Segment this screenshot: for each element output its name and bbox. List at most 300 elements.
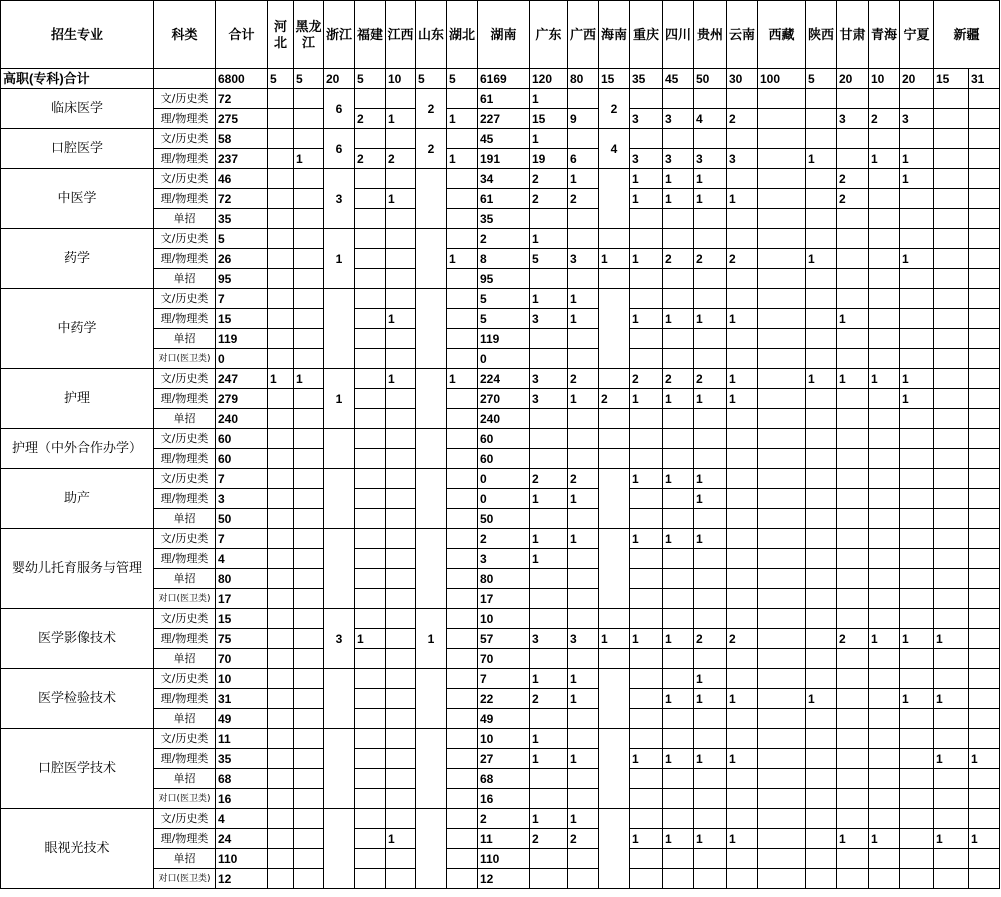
quota-cell	[568, 649, 599, 669]
quota-cell	[568, 349, 599, 369]
quota-cell: 1	[630, 169, 663, 189]
header-province: 西藏	[758, 1, 806, 69]
quota-cell	[969, 369, 1000, 389]
quota-cell	[758, 709, 806, 729]
category-cell: 理/物理类	[154, 249, 216, 269]
quota-cell	[758, 269, 806, 289]
quota-cell	[969, 209, 1000, 229]
quota-cell	[694, 429, 727, 449]
quota-cell	[900, 229, 934, 249]
quota-cell: 1	[663, 469, 694, 489]
quota-cell	[969, 269, 1000, 289]
major-name: 医学检验技术	[1, 669, 154, 729]
quota-cell	[758, 469, 806, 489]
quota-cell	[969, 329, 1000, 349]
quota-cell	[758, 869, 806, 889]
category-cell: 单招	[154, 849, 216, 869]
quota-cell: 1	[900, 629, 934, 649]
quota-cell	[806, 469, 837, 489]
quota-cell	[869, 469, 900, 489]
quota-cell	[934, 809, 969, 829]
merged-quota-cell	[416, 429, 447, 469]
row-total-cell: 15	[216, 609, 268, 629]
quota-cell	[806, 169, 837, 189]
quota-cell	[934, 149, 969, 169]
quota-cell: 12	[478, 869, 530, 889]
quota-cell: 1	[355, 629, 386, 649]
quota-cell	[530, 429, 568, 449]
quota-cell	[758, 129, 806, 149]
quota-cell: 2	[530, 469, 568, 489]
merged-quota-cell	[416, 229, 447, 289]
quota-cell	[727, 789, 758, 809]
quota-cell	[900, 869, 934, 889]
row-total-cell: 72	[216, 89, 268, 109]
quota-cell	[806, 309, 837, 329]
quota-cell	[869, 809, 900, 829]
category-cell: 理/物理类	[154, 489, 216, 509]
quota-cell: 22	[478, 689, 530, 709]
quota-cell	[900, 309, 934, 329]
grand-total-cell: 45	[663, 69, 694, 89]
quota-cell	[294, 609, 324, 629]
quota-cell	[447, 729, 478, 749]
quota-cell	[900, 129, 934, 149]
quota-cell	[694, 549, 727, 569]
row-total-cell: 68	[216, 769, 268, 789]
quota-cell	[934, 869, 969, 889]
quota-cell: 1	[386, 309, 416, 329]
quota-cell	[900, 729, 934, 749]
quota-cell	[447, 649, 478, 669]
quota-cell	[268, 109, 294, 129]
quota-cell	[294, 109, 324, 129]
quota-cell	[837, 729, 869, 749]
quota-cell	[900, 549, 934, 569]
quota-cell	[900, 529, 934, 549]
quota-cell	[934, 349, 969, 369]
quota-cell: 2	[530, 189, 568, 209]
quota-cell	[934, 669, 969, 689]
quota-cell: 1	[869, 369, 900, 389]
quota-cell: 3	[568, 249, 599, 269]
quota-cell	[934, 329, 969, 349]
quota-cell	[530, 849, 568, 869]
quota-cell: 1	[694, 689, 727, 709]
quota-cell	[806, 749, 837, 769]
quota-cell: 2	[478, 529, 530, 549]
quota-cell: 2	[727, 109, 758, 129]
row-total-cell: 60	[216, 429, 268, 449]
quota-cell	[268, 469, 294, 489]
quota-cell	[294, 669, 324, 689]
quota-cell	[355, 289, 386, 309]
quota-cell	[663, 289, 694, 309]
quota-cell	[447, 749, 478, 769]
quota-cell	[727, 229, 758, 249]
quota-cell	[869, 429, 900, 449]
quota-cell	[530, 269, 568, 289]
quota-cell	[386, 629, 416, 649]
quota-cell	[663, 729, 694, 749]
quota-cell: 80	[478, 569, 530, 589]
quota-cell	[630, 409, 663, 429]
quota-cell: 4	[694, 109, 727, 129]
quota-cell: 10	[478, 729, 530, 749]
quota-cell	[268, 809, 294, 829]
row-total-cell: 24	[216, 829, 268, 849]
quota-cell: 2	[837, 169, 869, 189]
category-cell: 文/历史类	[154, 229, 216, 249]
category-cell: 对口(医卫类)	[154, 789, 216, 809]
quota-cell	[268, 629, 294, 649]
category-cell: 单招	[154, 409, 216, 429]
quota-cell	[663, 229, 694, 249]
quota-cell	[869, 449, 900, 469]
quota-cell	[727, 609, 758, 629]
quota-cell	[568, 429, 599, 449]
quota-cell	[355, 309, 386, 329]
merged-quota-cell: 1	[416, 609, 447, 669]
quota-cell	[969, 569, 1000, 589]
quota-cell	[386, 549, 416, 569]
quota-cell	[869, 269, 900, 289]
quota-cell	[758, 829, 806, 849]
quota-cell	[568, 229, 599, 249]
category-cell: 理/物理类	[154, 629, 216, 649]
quota-cell: 1	[386, 829, 416, 849]
quota-cell	[837, 669, 869, 689]
quota-cell	[758, 249, 806, 269]
category-cell: 理/物理类	[154, 829, 216, 849]
quota-cell	[630, 709, 663, 729]
quota-cell	[727, 269, 758, 289]
quota-cell: 1	[568, 289, 599, 309]
quota-cell	[694, 769, 727, 789]
quota-cell	[447, 809, 478, 829]
quota-cell	[630, 569, 663, 589]
quota-cell	[900, 589, 934, 609]
quota-cell	[869, 569, 900, 589]
quota-cell	[806, 289, 837, 309]
quota-cell	[727, 849, 758, 869]
category-cell: 文/历史类	[154, 89, 216, 109]
quota-cell	[837, 589, 869, 609]
merged-quota-cell	[324, 289, 355, 369]
quota-cell: 68	[478, 769, 530, 789]
quota-cell	[630, 549, 663, 569]
quota-cell	[386, 169, 416, 189]
major-name: 医学影像技术	[1, 609, 154, 669]
quota-cell	[837, 509, 869, 529]
quota-cell: 1	[837, 309, 869, 329]
header-province: 广西	[568, 1, 599, 69]
quota-cell	[386, 329, 416, 349]
grand-total-cell: 20	[900, 69, 934, 89]
quota-cell: 1	[530, 529, 568, 549]
row-total-cell: 58	[216, 129, 268, 149]
quota-cell	[447, 229, 478, 249]
quota-cell	[447, 769, 478, 789]
quota-cell: 1	[568, 529, 599, 549]
quota-cell: 3	[630, 149, 663, 169]
quota-cell	[294, 249, 324, 269]
quota-cell	[869, 789, 900, 809]
quota-cell	[630, 589, 663, 609]
row-total-cell: 240	[216, 409, 268, 429]
quota-cell	[806, 409, 837, 429]
quota-cell	[694, 269, 727, 289]
merged-quota-cell	[599, 469, 630, 529]
quota-cell: 1	[663, 389, 694, 409]
quota-cell: 1	[530, 549, 568, 569]
grand-total-cell: 15	[599, 69, 630, 89]
quota-cell	[568, 89, 599, 109]
quota-cell	[969, 469, 1000, 489]
quota-cell	[386, 289, 416, 309]
quota-cell	[294, 569, 324, 589]
quota-cell	[355, 809, 386, 829]
quota-cell	[837, 129, 869, 149]
category-cell: 理/物理类	[154, 109, 216, 129]
quota-cell	[694, 869, 727, 889]
header-province: 河北	[268, 1, 294, 69]
merged-quota-cell: 4	[599, 129, 630, 169]
quota-cell: 2	[837, 189, 869, 209]
row-total-cell: 3	[216, 489, 268, 509]
quota-cell	[837, 229, 869, 249]
quota-cell	[630, 729, 663, 749]
quota-cell	[630, 689, 663, 709]
table-row	[1, 129, 1000, 149]
quota-cell	[837, 249, 869, 269]
quota-cell: 1	[727, 689, 758, 709]
quota-cell	[355, 869, 386, 889]
quota-cell	[447, 529, 478, 549]
quota-cell	[355, 669, 386, 689]
quota-cell	[294, 849, 324, 869]
quota-cell: 1	[727, 749, 758, 769]
quota-cell	[663, 509, 694, 529]
quota-cell: 3	[630, 109, 663, 129]
merged-quota-cell	[416, 169, 447, 229]
quota-cell	[386, 589, 416, 609]
category-cell: 文/历史类	[154, 429, 216, 449]
quota-cell: 240	[478, 409, 530, 429]
merged-quota-cell: 2	[599, 89, 630, 129]
quota-cell: 1	[900, 169, 934, 189]
grand-total-cell: 5	[447, 69, 478, 89]
quota-cell	[663, 549, 694, 569]
quota-cell: 1	[869, 829, 900, 849]
quota-cell	[268, 449, 294, 469]
quota-cell	[806, 449, 837, 469]
quota-cell	[568, 609, 599, 629]
quota-cell: 1	[599, 249, 630, 269]
quota-cell	[758, 569, 806, 589]
category-cell: 理/物理类	[154, 549, 216, 569]
quota-cell: 1	[630, 389, 663, 409]
quota-cell	[806, 709, 837, 729]
quota-cell	[969, 689, 1000, 709]
quota-cell	[869, 209, 900, 229]
quota-cell	[900, 649, 934, 669]
table-row	[1, 89, 1000, 109]
major-name: 口腔医学技术	[1, 729, 154, 809]
merged-quota-cell: 3	[324, 609, 355, 669]
quota-cell	[694, 849, 727, 869]
quota-cell	[447, 269, 478, 289]
quota-cell	[727, 869, 758, 889]
quota-cell	[934, 549, 969, 569]
quota-cell: 1	[727, 389, 758, 409]
quota-cell	[630, 429, 663, 449]
merged-quota-cell	[324, 429, 355, 469]
quota-cell	[900, 349, 934, 369]
quota-cell	[900, 489, 934, 509]
quota-cell	[568, 209, 599, 229]
quota-cell: 110	[478, 849, 530, 869]
quota-cell: 45	[478, 129, 530, 149]
row-total-cell: 31	[216, 689, 268, 709]
quota-cell	[934, 469, 969, 489]
quota-cell	[837, 289, 869, 309]
quota-cell	[758, 749, 806, 769]
quota-cell	[268, 849, 294, 869]
quota-cell	[806, 389, 837, 409]
quota-cell	[694, 609, 727, 629]
header-province: 江西	[386, 1, 416, 69]
quota-cell: 1	[727, 189, 758, 209]
quota-cell	[758, 649, 806, 669]
quota-cell	[934, 249, 969, 269]
row-total-cell: 7	[216, 289, 268, 309]
quota-cell	[386, 789, 416, 809]
header-major: 招生专业	[1, 1, 154, 69]
quota-cell	[630, 229, 663, 249]
quota-cell: 1	[568, 669, 599, 689]
quota-cell: 2	[663, 369, 694, 389]
quota-cell	[630, 89, 663, 109]
quota-cell	[806, 549, 837, 569]
grand-total-cell: 50	[694, 69, 727, 89]
quota-cell	[355, 849, 386, 869]
grand-total-cell: 30	[727, 69, 758, 89]
quota-cell	[900, 509, 934, 529]
quota-cell	[630, 809, 663, 829]
quota-cell	[268, 429, 294, 449]
quota-cell: 49	[478, 709, 530, 729]
quota-cell: 2	[694, 369, 727, 389]
quota-cell	[900, 409, 934, 429]
quota-cell	[630, 349, 663, 369]
quota-cell	[268, 569, 294, 589]
quota-cell	[355, 569, 386, 589]
quota-cell: 1	[663, 829, 694, 849]
quota-cell	[934, 529, 969, 549]
merged-quota-cell: 1	[324, 369, 355, 429]
quota-cell	[663, 869, 694, 889]
quota-cell	[969, 489, 1000, 509]
category-cell: 对口(医卫类)	[154, 349, 216, 369]
quota-cell	[806, 669, 837, 689]
quota-cell	[355, 329, 386, 349]
quota-cell	[663, 269, 694, 289]
quota-cell	[355, 709, 386, 729]
table-row	[1, 669, 1000, 689]
quota-cell	[727, 729, 758, 749]
row-total-cell: 60	[216, 449, 268, 469]
merged-quota-cell	[599, 669, 630, 729]
quota-cell	[934, 309, 969, 329]
quota-cell	[355, 649, 386, 669]
quota-cell: 1	[806, 249, 837, 269]
category-cell: 文/历史类	[154, 609, 216, 629]
quota-cell: 2	[630, 369, 663, 389]
quota-cell	[758, 589, 806, 609]
quota-cell	[663, 589, 694, 609]
quota-cell: 60	[478, 429, 530, 449]
table-row	[1, 169, 1000, 189]
quota-cell	[268, 189, 294, 209]
quota-cell: 1	[568, 489, 599, 509]
row-total-cell: 16	[216, 789, 268, 809]
quota-cell	[694, 729, 727, 749]
quota-cell	[969, 229, 1000, 249]
quota-cell	[969, 669, 1000, 689]
header-province: 福建	[355, 1, 386, 69]
quota-cell: 1	[386, 369, 416, 389]
quota-cell	[294, 789, 324, 809]
category-cell: 理/物理类	[154, 149, 216, 169]
quota-cell: 2	[568, 829, 599, 849]
row-total-cell: 5	[216, 229, 268, 249]
quota-cell	[758, 429, 806, 449]
quota-cell: 7	[478, 669, 530, 689]
quota-cell	[355, 409, 386, 429]
quota-cell	[969, 169, 1000, 189]
merged-quota-cell: 6	[324, 129, 355, 169]
quota-cell	[758, 529, 806, 549]
quota-cell	[663, 89, 694, 109]
grand-total-cell: 5	[416, 69, 447, 89]
quota-cell	[869, 669, 900, 689]
merged-quota-cell	[416, 289, 447, 369]
quota-cell	[355, 469, 386, 489]
quota-cell	[268, 229, 294, 249]
quota-cell	[969, 589, 1000, 609]
quota-cell	[806, 789, 837, 809]
category-cell: 单招	[154, 769, 216, 789]
quota-cell	[806, 109, 837, 129]
quota-cell	[568, 709, 599, 729]
quota-cell	[386, 689, 416, 709]
quota-cell	[294, 229, 324, 249]
quota-cell	[969, 89, 1000, 109]
quota-cell	[869, 169, 900, 189]
major-name: 助产	[1, 469, 154, 529]
merged-quota-cell	[599, 729, 630, 809]
merged-quota-cell	[416, 669, 447, 729]
quota-cell: 1	[663, 189, 694, 209]
quota-cell: 1	[447, 109, 478, 129]
quota-cell: 191	[478, 149, 530, 169]
quota-cell	[294, 489, 324, 509]
quota-cell	[268, 829, 294, 849]
quota-cell: 5	[478, 289, 530, 309]
quota-cell	[969, 509, 1000, 529]
quota-cell: 1	[837, 829, 869, 849]
